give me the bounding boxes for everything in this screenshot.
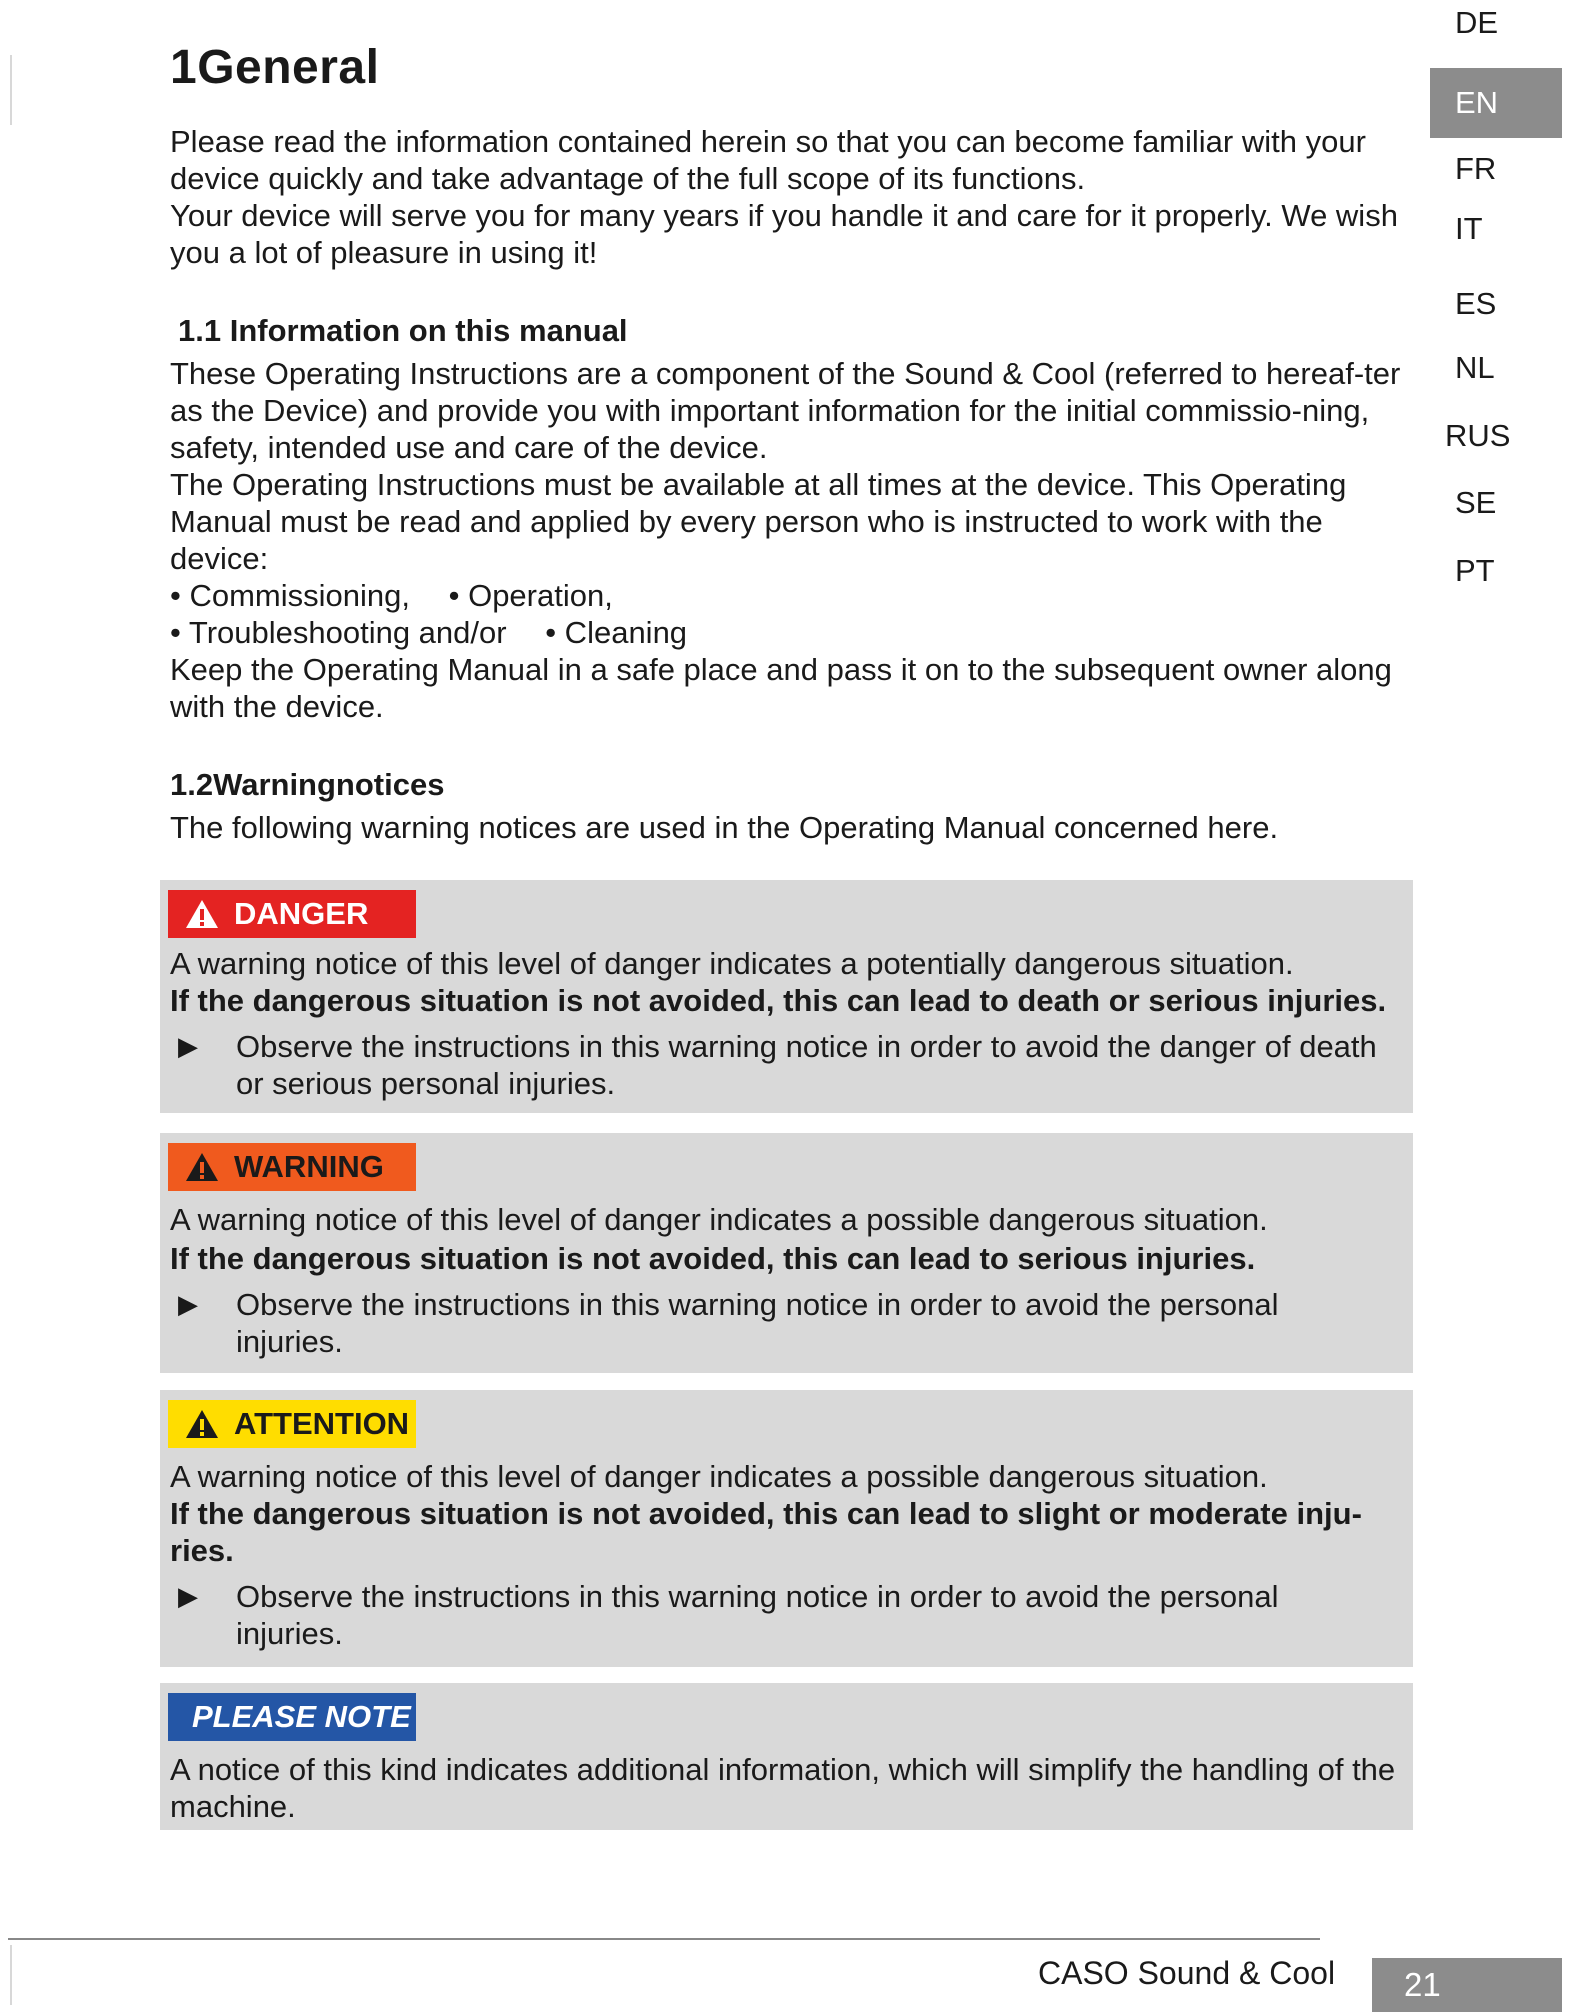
bullet-row bbox=[170, 614, 1410, 651]
warning-triangle-icon bbox=[184, 1151, 220, 1183]
danger-badge bbox=[168, 890, 416, 938]
warning-consequence-text: If the dangerous situation is not avoided, this can lead to serious injuries. bbox=[170, 1241, 1256, 1276]
danger-consequence bbox=[170, 982, 1405, 1019]
list-item: • Cleaning bbox=[545, 615, 688, 650]
warning-badge bbox=[168, 1143, 416, 1191]
note-description: A notice of this kind indicates additional information, which will simplify the handling of the machine. bbox=[170, 1752, 1396, 1824]
warning-instruction-text: Observe the instructions in this warning notice in order to avoid the personal injuries. bbox=[236, 1287, 1279, 1359]
bullet-row bbox=[170, 577, 1410, 614]
attention-badge bbox=[168, 1400, 416, 1448]
danger-instruction-text: Observe the instructions in this warning notice in order to avoid the danger of death or serious personal injuries. bbox=[236, 1029, 1377, 1101]
left-margin-rule bbox=[10, 1945, 12, 2005]
attention-instruction-text: Observe the instructions in this warning notice in order to avoid the personal injuries. bbox=[236, 1579, 1279, 1651]
warning-triangle-icon bbox=[184, 1408, 220, 1440]
arrow-right-icon: ▶ bbox=[178, 1289, 198, 1319]
warning-consequence bbox=[170, 1240, 1405, 1277]
footer-divider bbox=[8, 1938, 1320, 1940]
left-margin-rule bbox=[10, 55, 12, 125]
main-content bbox=[170, 40, 1410, 846]
intro-paragraph: Your device will serve you for many years if you handle it and care for it properly. We wish you a lot of pleasure in using it! bbox=[170, 198, 1398, 270]
attention-consequence bbox=[170, 1495, 1405, 1569]
arrow-right-icon: ▶ bbox=[178, 1031, 198, 1061]
warning-triangle-icon bbox=[184, 898, 220, 930]
section-heading-manual: 1.1 Information on this manual bbox=[178, 313, 628, 348]
warning-instruction bbox=[178, 1286, 1388, 1360]
tab-lang-es[interactable]: ES bbox=[1455, 285, 1497, 321]
danger-notice bbox=[160, 880, 1413, 1113]
tab-lang-pt[interactable]: PT bbox=[1455, 552, 1495, 588]
list-item: • Commissioning, bbox=[170, 578, 410, 613]
attention-description: A warning notice of this level of danger indicates a possible dangerous situation. bbox=[170, 1459, 1268, 1494]
danger-consequence-text: If the dangerous situation is not avoided, this can lead to death or serious injuries. bbox=[170, 983, 1387, 1018]
tab-lang-se[interactable]: SE bbox=[1455, 485, 1497, 520]
section-heading-warnings: 1.2Warningnotices bbox=[170, 767, 445, 802]
page-number: 21 bbox=[1372, 1958, 1562, 2012]
danger-label: DANGER bbox=[234, 896, 369, 931]
tab-lang-rus[interactable]: RUS bbox=[1445, 417, 1511, 453]
footer-title: CASO Sound & Cool bbox=[1038, 1955, 1336, 1991]
attention-consequence-text: If the dangerous situation is not avoided, this can lead to slight or moderate inju-ries. bbox=[170, 1496, 1362, 1568]
page-title: 1General bbox=[170, 41, 380, 94]
tab-lang-fr[interactable]: FR bbox=[1455, 150, 1497, 186]
attention-notice bbox=[160, 1390, 1413, 1667]
warnings-intro: The following warning notices are used in the Operating Manual concerned here. bbox=[170, 810, 1279, 845]
manual-paragraph: Keep the Operating Manual in a safe place and pass it on to the subsequent owner along with the device. bbox=[170, 652, 1392, 724]
attention-instruction bbox=[178, 1578, 1388, 1652]
language-tabs bbox=[1430, 0, 1562, 610]
tab-lang-en[interactable]: EN bbox=[1430, 68, 1562, 138]
warning-label: WARNING bbox=[234, 1149, 384, 1184]
manual-paragraph: The Operating Instructions must be available at all times at the device. This Operating Manual must be read and applied by every person who is instructed to work with the device: bbox=[170, 467, 1347, 576]
warning-description: A warning notice of this level of danger indicates a possible dangerous situation. bbox=[170, 1202, 1268, 1237]
danger-instruction bbox=[178, 1028, 1388, 1102]
tab-lang-it[interactable]: IT bbox=[1455, 211, 1483, 246]
attention-label: ATTENTION bbox=[234, 1406, 410, 1441]
list-item: • Operation, bbox=[448, 578, 613, 613]
arrow-right-icon: ▶ bbox=[178, 1581, 198, 1611]
tab-lang-nl[interactable]: NL bbox=[1455, 350, 1495, 385]
tab-lang-de[interactable]: DE bbox=[1455, 5, 1499, 40]
note-notice bbox=[160, 1683, 1413, 1830]
note-badge bbox=[168, 1693, 416, 1741]
intro-paragraph: Please read the information contained herein so that you can become familiar with your device quickly and take advantage of the full scope of its functions. bbox=[170, 124, 1366, 196]
warning-notice bbox=[160, 1133, 1413, 1373]
list-item: • Troubleshooting and/or bbox=[170, 615, 507, 650]
note-label: PLEASE NOTE bbox=[192, 1699, 411, 1734]
danger-description: A warning notice of this level of danger indicates a potentially dangerous situation. bbox=[170, 946, 1294, 981]
manual-paragraph: These Operating Instructions are a component of the Sound & Cool (referred to hereaf-ter as the Device) and provide you with important information for the initial commissio-ning, safety, intended use and care of the device. bbox=[170, 356, 1401, 465]
